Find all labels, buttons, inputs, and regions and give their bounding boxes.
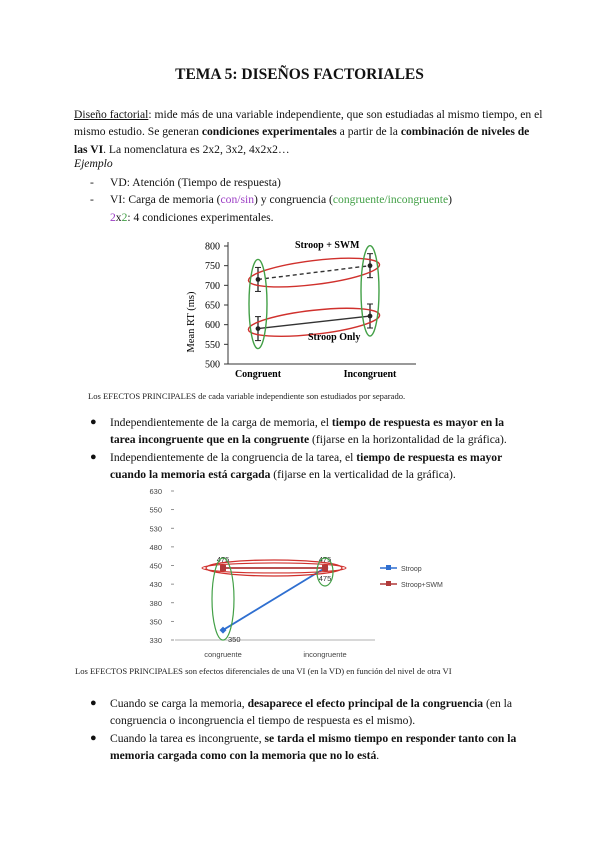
y-tick-label: 750	[205, 261, 220, 273]
intro-term: Diseño factorial	[74, 108, 149, 121]
vi-text-c: ) y congruencia (	[254, 193, 333, 207]
x-tick-congruent: Congruent	[234, 369, 282, 380]
data-point	[368, 263, 373, 268]
legend-label-stroop: Stroop	[401, 566, 422, 573]
y-tick-label: 350	[149, 617, 162, 627]
series-line	[258, 316, 370, 329]
y-tick-label: 450	[149, 561, 162, 571]
y-tick-label: 600	[205, 320, 220, 332]
dash-marker: -	[90, 176, 94, 189]
bullet-text: (fijarse en la verticalidad de la gráfica).	[270, 468, 456, 482]
legend-label-stroop-swm: Stroop+SWM	[401, 582, 443, 589]
bullet-dot: ●	[90, 731, 97, 744]
intro-paragraph	[74, 106, 544, 158]
data-point	[368, 314, 373, 319]
bullet-text: Independientemente de la congruencia de la tarea, el	[110, 450, 357, 464]
example-item-vd	[90, 174, 550, 191]
bullet-bold: tiempo de respuesta es mayor en la tarea incongruente que en la congruente	[110, 416, 505, 447]
factor-b-levels: 2	[121, 210, 128, 224]
example-list	[90, 174, 550, 226]
conditions-text: : 4 condiciones experimentales.	[127, 210, 274, 224]
example-heading: Ejemplo	[74, 157, 113, 170]
bullet-text: Cuando la tarea es incongruente,	[110, 731, 265, 745]
bullet-bold: se tarda el mismo tiempo en responder tanto con la memoria cargada como con la memoria que no lo está	[110, 731, 517, 763]
y-tick-label: 530	[149, 524, 162, 534]
caption-main-effects: Los EFECTOS PRINCIPALES de cada variable independiente son estudiados por separado.	[88, 391, 406, 401]
times-sign: x	[115, 210, 122, 224]
chart-stroop-swm	[180, 230, 420, 385]
data-label: 350	[228, 635, 241, 645]
legend-marker-stroop	[386, 565, 391, 570]
data-label: 475	[216, 554, 230, 564]
bullet-bold: tiempo de respuesta es mayor cuando la memoria está cargada	[110, 450, 503, 482]
bullet-text: (en la congruencia o incongruencia el tiempo de respuesta es el mismo).	[110, 697, 513, 728]
data-point	[256, 277, 261, 282]
data-point	[322, 565, 328, 571]
bullet-item	[88, 730, 528, 765]
data-point	[256, 326, 261, 331]
y-tick-label: 330	[149, 636, 162, 645]
bullet-dot: ●	[90, 697, 97, 709]
x-tick-incongruent: Incongruent	[343, 369, 397, 380]
y-tick-label: 480	[149, 542, 162, 552]
example-vd-text: VD: Atención (Tiempo de respuesta)	[110, 176, 281, 189]
factor-a-levels: 2	[110, 210, 116, 224]
bullet-text: .	[376, 749, 380, 763]
vi-text-a: VI: Carga de memoria (	[110, 193, 221, 207]
series-label-stroop-only: Stroop Only	[308, 332, 361, 343]
y-tick-label: 650	[205, 300, 220, 312]
bullet-bold: desaparece el efecto principal de la congruencia	[247, 697, 484, 710]
bullet-item	[88, 695, 528, 730]
data-label: 475	[318, 573, 332, 583]
intro-text-2: a partir de la	[336, 125, 401, 139]
example-item-conditions	[90, 209, 550, 226]
bullet-text: Independientemente de la carga de memoria, el	[110, 416, 332, 429]
bullet-dot: ●	[90, 416, 97, 428]
bullet-list-1	[88, 414, 528, 484]
y-tick-label: 630	[149, 487, 162, 496]
bullet-item	[88, 414, 528, 449]
x-tick-congruente: congruente	[204, 650, 242, 659]
y-tick-label: 430	[149, 580, 162, 590]
page-title: TEMA 5: DISEÑOS FACTORIALES	[175, 66, 424, 83]
intro-bold-1: condiciones experimentales	[201, 125, 337, 139]
bullet-item	[88, 449, 528, 484]
bullet-text: Cuando se carga la memoria,	[110, 697, 248, 710]
example-item-vi	[90, 191, 550, 208]
intro-bold-2: combinación de niveles de las VI	[74, 125, 530, 156]
y-tick-label: 800	[205, 241, 220, 253]
intro-text-3: . La nomenclatura es 2x2, 3x2, 4x2x2…	[103, 142, 290, 156]
vi-text-e: )	[448, 193, 453, 207]
data-point	[220, 565, 226, 571]
y-tick-label: 550	[205, 339, 220, 351]
y-axis-label: Mean RT (ms)	[186, 291, 197, 353]
bullet-dot: ●	[90, 450, 97, 463]
y-tick-label: 500	[205, 359, 220, 371]
dash-marker: -	[90, 193, 94, 207]
vi-text-memory-levels: con/sin	[220, 193, 255, 207]
series-label-stroop-swm: Stroop + SWM	[295, 240, 360, 251]
data-label: 475	[318, 554, 332, 564]
x-tick-incongruente: incongruente	[303, 650, 347, 659]
vi-text-congruence-levels: congruente/incongruente	[332, 193, 449, 207]
y-tick-label: 700	[205, 280, 220, 292]
y-tick-label: 380	[149, 598, 162, 608]
bullet-list-2	[88, 695, 528, 765]
chart-stroop-comparison	[135, 483, 485, 663]
legend-marker-stroop-swm	[386, 581, 391, 586]
intro-text-1: : mide más de una variable independiente, que son estudiadas al mismo tiempo, en el mismo estudio. Se generan	[74, 108, 543, 139]
y-tick-label: 550	[149, 505, 162, 515]
bullet-text: (fijarse en la horizontalidad de la gráfica).	[309, 433, 507, 447]
caption-interaction: Los EFECTOS PRINCIPALES son efectos diferenciales de una VI (en la VD) en función del nivel de otra VI	[75, 666, 452, 676]
series-line	[223, 568, 325, 630]
